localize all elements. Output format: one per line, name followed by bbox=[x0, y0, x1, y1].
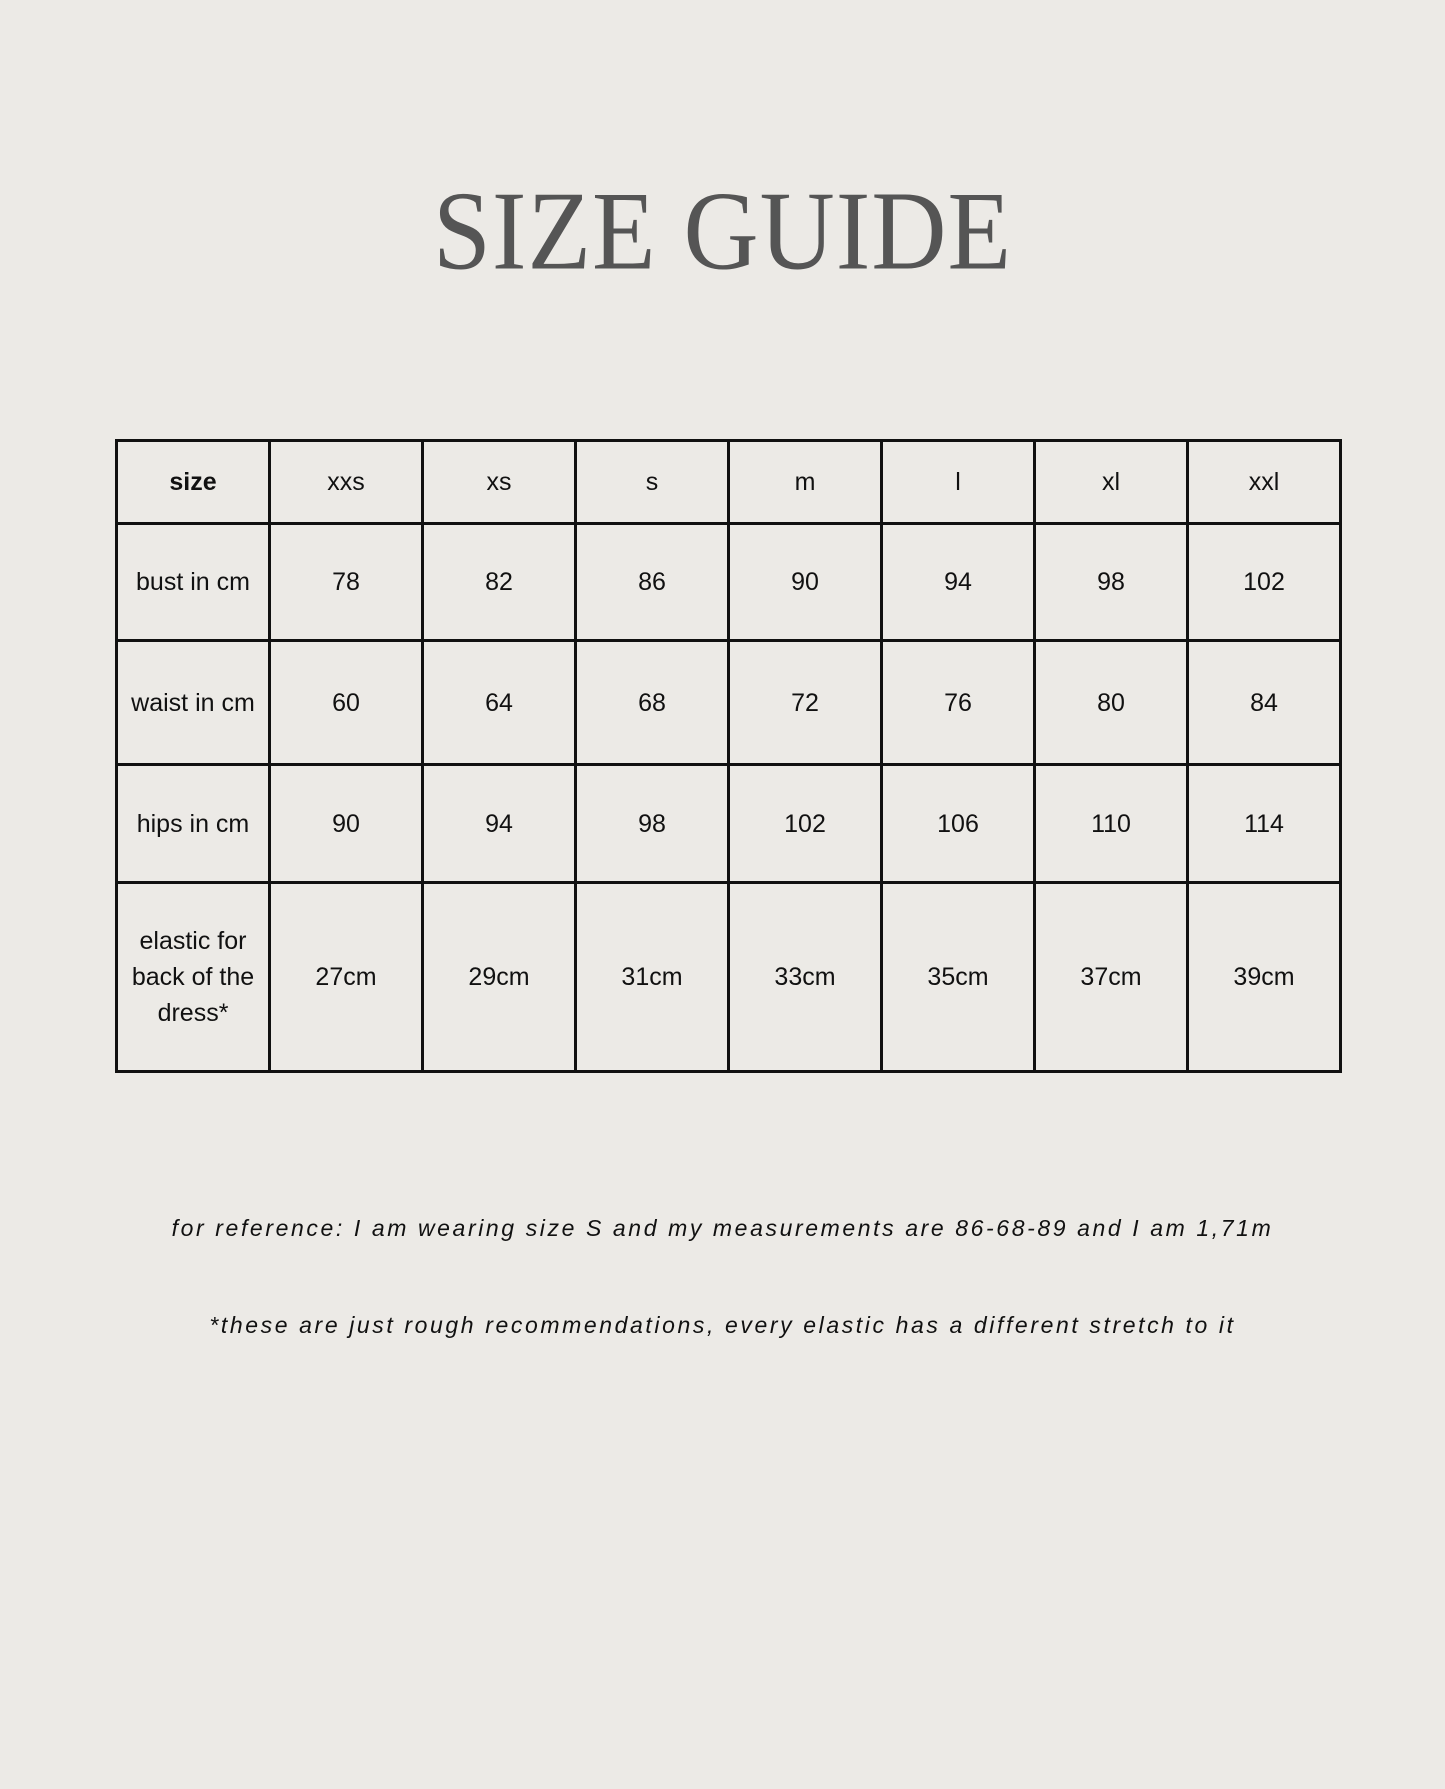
table-cell: 33cm bbox=[729, 883, 882, 1072]
header-size-xs: xs bbox=[423, 441, 576, 524]
table-cell: 114 bbox=[1188, 765, 1341, 883]
table-cell: 102 bbox=[1188, 524, 1341, 641]
header-size-xxl: xxl bbox=[1188, 441, 1341, 524]
size-chart-table bbox=[115, 439, 1342, 1073]
header-size-m: m bbox=[729, 441, 882, 524]
table-cell: 94 bbox=[882, 524, 1035, 641]
table-cell: 84 bbox=[1188, 641, 1341, 765]
table-cell: 37cm bbox=[1035, 883, 1188, 1072]
table-cell: 72 bbox=[729, 641, 882, 765]
table-cell: 64 bbox=[423, 641, 576, 765]
table-cell: 90 bbox=[729, 524, 882, 641]
table-row-hips bbox=[117, 765, 1341, 883]
row-label-hips: hips in cm bbox=[117, 765, 270, 883]
reference-note: for reference: I am wearing size S and my measurements are 86-68-89 and I am 1,71m bbox=[171, 1215, 1274, 1241]
table-row-waist bbox=[117, 641, 1341, 765]
table-cell: 80 bbox=[1035, 641, 1188, 765]
table-cell: 102 bbox=[729, 765, 882, 883]
header-size-xxs: xxs bbox=[270, 441, 423, 524]
table-cell: 110 bbox=[1035, 765, 1188, 883]
table-cell: 68 bbox=[576, 641, 729, 765]
table-row-bust bbox=[117, 524, 1341, 641]
table-cell: 29cm bbox=[423, 883, 576, 1072]
table-cell: 106 bbox=[882, 765, 1035, 883]
table-cell: 90 bbox=[270, 765, 423, 883]
table-cell: 76 bbox=[882, 641, 1035, 765]
table-cell: 60 bbox=[270, 641, 423, 765]
table-header-row bbox=[117, 441, 1341, 524]
header-size-l: l bbox=[882, 441, 1035, 524]
header-size-xl: xl bbox=[1035, 441, 1188, 524]
table-cell: 39cm bbox=[1188, 883, 1341, 1072]
table-cell: 86 bbox=[576, 524, 729, 641]
table-cell: 78 bbox=[270, 524, 423, 641]
header-size-s: s bbox=[576, 441, 729, 524]
row-label-elastic: elastic for back of the dress* bbox=[117, 883, 270, 1072]
row-label-waist: waist in cm bbox=[117, 641, 270, 765]
table-cell: 35cm bbox=[882, 883, 1035, 1072]
row-label-bust: bust in cm bbox=[117, 524, 270, 641]
table-row-elastic bbox=[117, 883, 1341, 1072]
page-title: SIZE GUIDE bbox=[432, 169, 1012, 294]
table-cell: 31cm bbox=[576, 883, 729, 1072]
header-size-label: size bbox=[117, 441, 270, 524]
table-cell: 82 bbox=[423, 524, 576, 641]
table-cell: 94 bbox=[423, 765, 576, 883]
table-cell: 27cm bbox=[270, 883, 423, 1072]
elastic-disclaimer-note: *these are just rough recommendations, every elastic has a different stretch to it bbox=[209, 1312, 1236, 1338]
table-cell: 98 bbox=[576, 765, 729, 883]
table-cell: 98 bbox=[1035, 524, 1188, 641]
